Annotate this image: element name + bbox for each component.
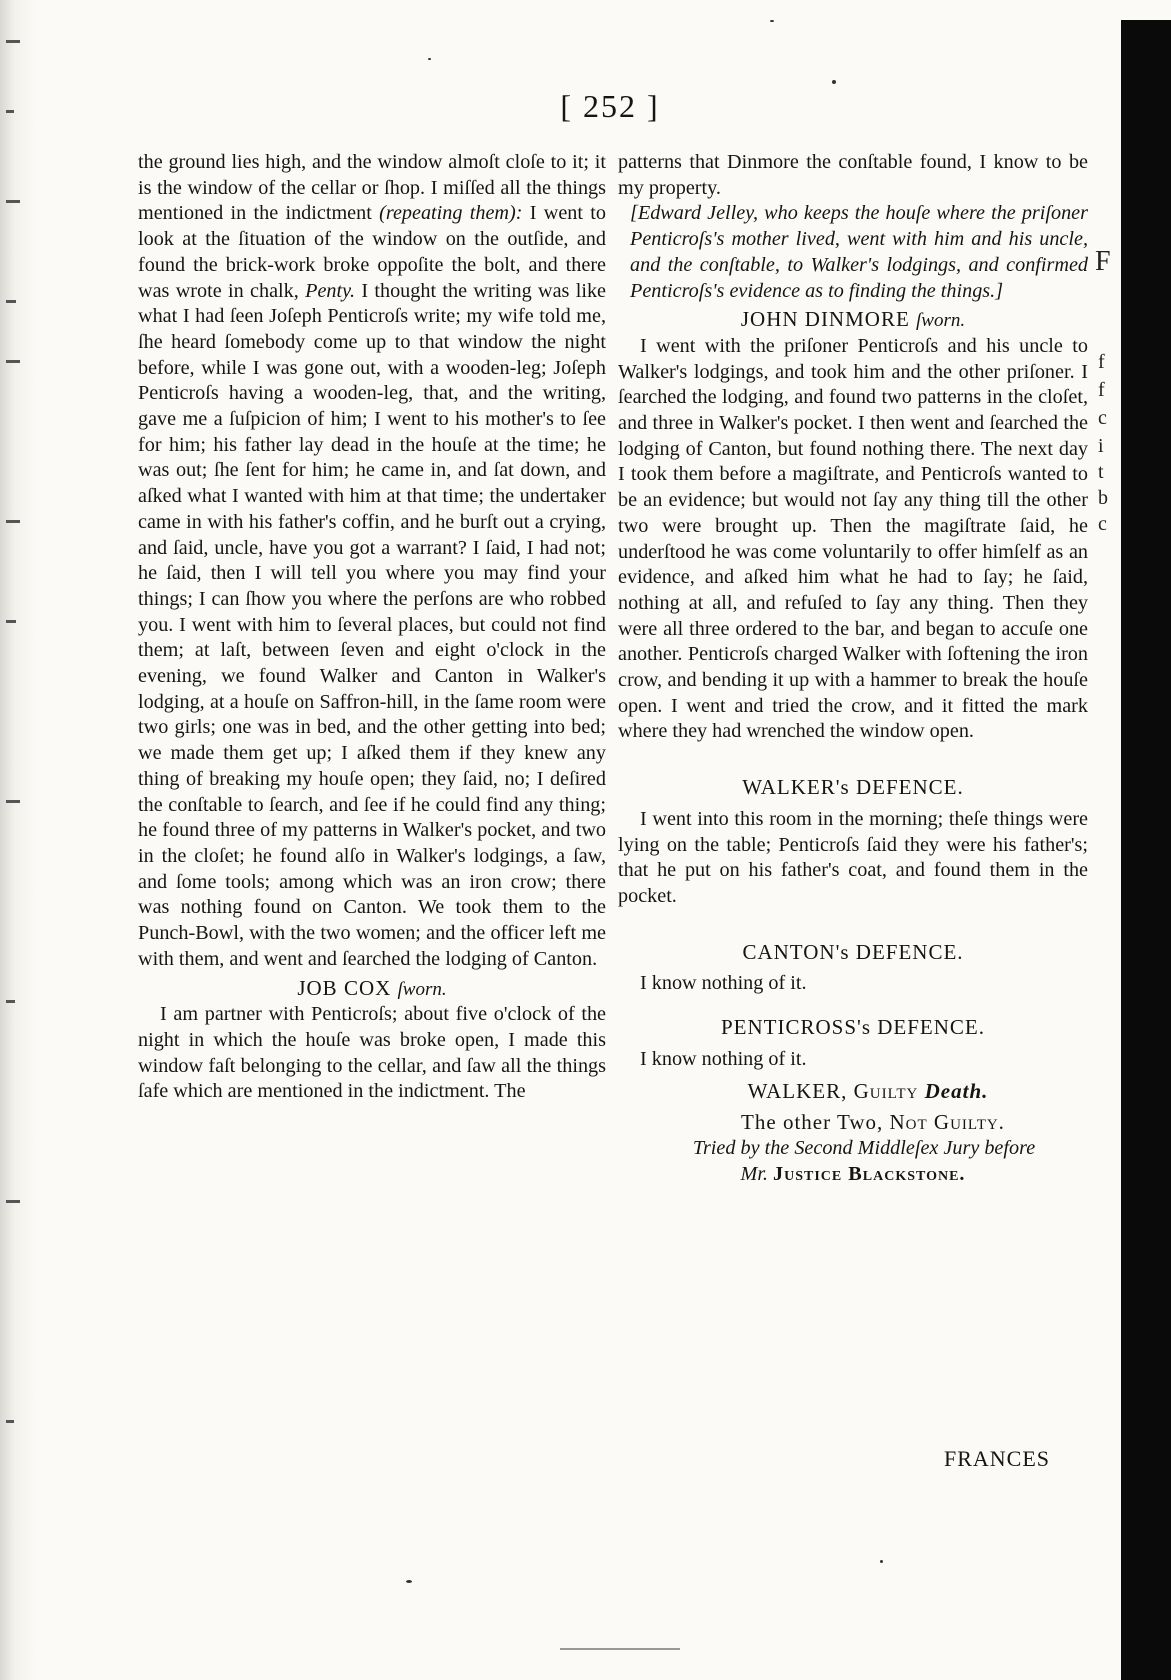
bleed-letter: f	[1098, 351, 1105, 373]
catchword: FRANCES	[944, 1446, 1051, 1471]
sentence-label: Death.	[924, 1078, 989, 1103]
witness-heading	[618, 307, 1088, 334]
testimony-text: I went to look at the ſituation of the window on the outſide, and found the brick-work broke oppoſite the bolt, and there was wrote in chalk,	[138, 202, 606, 302]
defence-heading: PENTICROSS's DEFENCE.	[721, 1015, 985, 1040]
trial-note	[618, 1136, 1088, 1187]
bleed-letter: t	[1098, 461, 1104, 483]
defence-text: I know nothing of it.	[640, 972, 807, 995]
witness-name: JOB COX	[297, 975, 392, 1000]
left-page-edge	[0, 0, 36, 1680]
witness-heading	[138, 976, 606, 1003]
right-column	[618, 150, 1088, 1187]
testimony-text: the ground lies high, and the window almoſt cloſe to it; it is the window of the cellar or ſhop. I miſſed all the things mentioned in the indictment	[138, 151, 606, 225]
sworn-label: ſworn.	[916, 310, 966, 332]
bleed-letter: c	[1098, 513, 1107, 535]
left-column	[138, 150, 606, 1105]
bleed-letter: f	[1098, 379, 1105, 401]
witness-testimony: I went with the priſoner Penticroſs and his uncle to Walker's lodgings, and took him and the other priſoner. I ſearched the lodging, and found two patterns in the cloſet, and three in Walker's pocket. I then went and ſearched the lodging of Canton, but found nothing there. The next day I took them before a magiſtrate, and Penticroſs wanted to be an evidence; but would not ſay any thing till the other two were brought up. Then the magiſtrate ſaid, he underſtood he was come voluntarily to offer himſelf as an evidence, and aſked him what he had to ſay; he ſaid, nothing at all, and refuſed to ſay any thing. Then they were all three ordered to the bar, and began to accuſe one another. Penticroſs charged Walker with ſoftening the iron crow, and bending it up with a hammer to break the houſe open. I went and tried the crow, and it fitted the mark where they had wrenched the window open.	[618, 334, 1088, 743]
bleed-letter: b	[1098, 487, 1108, 509]
scan-speck	[428, 58, 431, 60]
editorial-note: [Edward Jelley, who keeps the houſe where the priſoner Penticroſs's mother lived, went with him and his uncle, and the conſtable, to Walker's lodgings, and confirmed Penticroſs's evidence as to finding the things.]	[630, 202, 1088, 302]
scan-speck	[770, 20, 774, 22]
sworn-label: ſworn.	[397, 978, 447, 1000]
testimony-paragraph	[138, 150, 606, 973]
bleed-letter: c	[1098, 407, 1107, 429]
defendant-name: WALKER,	[747, 1078, 848, 1103]
verdict-label: Not Guilty.	[889, 1110, 1005, 1135]
italic-aside: (repeating them):	[379, 202, 523, 225]
bleed-letter: F	[1095, 246, 1111, 277]
judge-name: Justice Blackstone.	[773, 1162, 966, 1185]
defence-heading: CANTON's DEFENCE.	[742, 939, 964, 964]
verdict-label: Guilty	[853, 1078, 919, 1103]
defendants-label: The other Two,	[741, 1110, 884, 1135]
bleed-letter: i	[1098, 435, 1104, 457]
testimony-continuation: patterns that Dinmore the conſtable found, I know to be my property.	[618, 151, 1088, 199]
defence-text: I know nothing of it.	[640, 1047, 807, 1070]
testimony-text: I thought the writing was like what I had ſeen Joſeph Penticroſs write; my wife told me, ſhe heard ſomebody come up to that window the night before, while I was gone out, with a wooden-leg; Joſeph Penticroſs having a wooden-leg, that, and the writing, gave me a ſuſpicion of him; I went to his mother's to ſee for him; his father lay dead in the houſe at the time; he was out; ſhe ſent for him; he came in, and ſat down, and aſked what I wanted with him at that time; the undertaker came in with his father's coffin, and he burſt out a crying, and ſaid, uncle, have you got a warrant? I ſaid, I had not; he ſaid, then I will tell you where you may find your things; I can ſhow you where the perſons are who robbed you. I went with him to ſeveral places, but could not find them; at laſt, between ſeven and eight o'clock in the evening, we found Walker and Canton in Walker's lodging, at a houſe on Saffron-hill, in the ſame room were two girls; one was in bed, and the other getting into bed; we made them get up; I aſked them if they knew any thing of breaking my houſe open; they ſaid, no; I deſired the conſtable to ſearch, and ſee if he could find any thing; he found three of my patterns in Walker's pocket, and two in the cloſet; he found alſo in Walker's lodgings, a ſaw, and ſome tools; among which was an iron crow; there was nothing found on Canton. We took them to the Punch-Bowl, with the two women; and the officer left me with them, and went and ſearched the lodging of Canton.	[138, 279, 606, 970]
scan-speck	[406, 1580, 412, 1583]
scan-speck	[560, 1648, 680, 1650]
judge-title: Mr.	[740, 1162, 768, 1185]
binding-shadow	[1121, 20, 1171, 1680]
page-number: [ 252 ]	[560, 88, 660, 124]
scan-speck	[880, 1560, 883, 1563]
defence-text: I went into this room in the morning; theſe things were lying on the table; Penticroſs ſaid they were his father's; that he put on his father's coat, and found them in the pocket.	[618, 807, 1088, 907]
scan-speck	[832, 80, 836, 84]
verdict-others	[658, 1110, 1088, 1136]
chalk-writing: Penty.	[305, 279, 356, 302]
defence-heading: WALKER's DEFENCE.	[742, 775, 964, 800]
verdict-walker	[648, 1079, 1088, 1105]
trial-note-text: Tried by the Second Middleſex Jury before	[692, 1136, 1036, 1159]
witness-name: JOHN DINMORE	[740, 307, 910, 332]
witness-testimony: I am partner with Penticroſs; about five o'clock of the night in which the houſe was broke open, I made this window faſt belonging to the cellar, and ſaw all the things ſafe which are mentioned in the indictment. The	[138, 1003, 606, 1103]
